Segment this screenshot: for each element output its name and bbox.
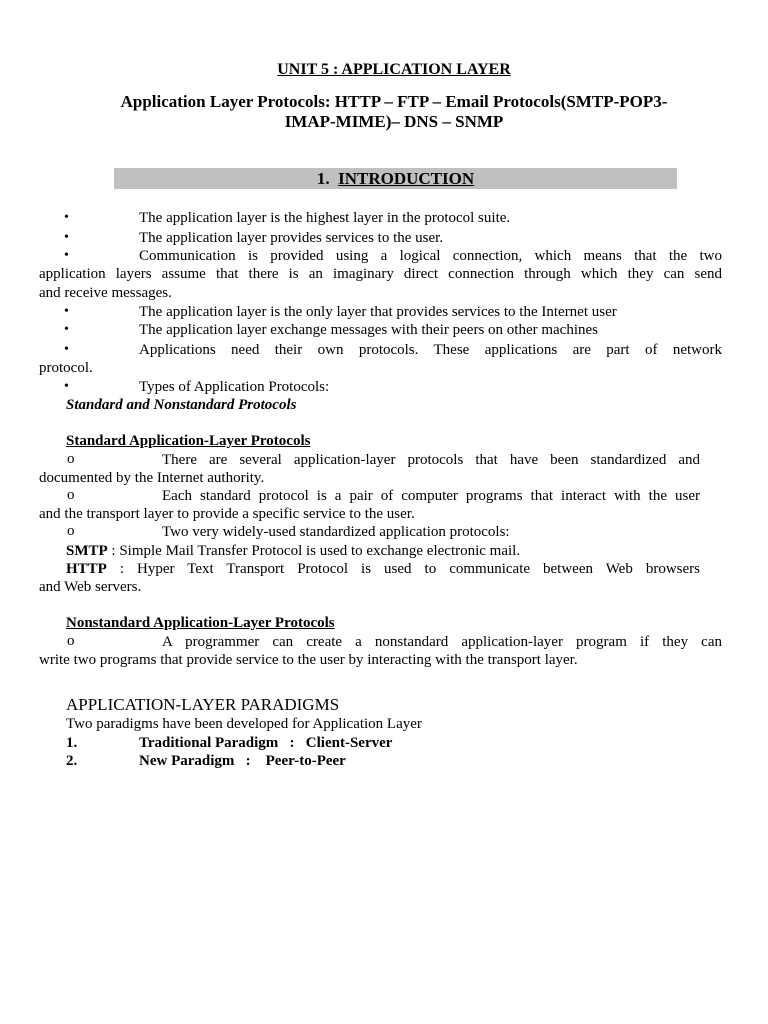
bullet-text-3-line-2: application layers assume that there is an imaginary direct connection through which they can send <box>39 266 722 282</box>
smtp-text: : Simple Mail Transfer Protocol is used to exchange electronic mail. <box>107 543 521 559</box>
http-line <box>66 560 700 578</box>
bullet-icon: • <box>64 379 69 394</box>
bullet-icon: • <box>64 230 69 245</box>
circle-bullet-icon: o <box>67 487 75 503</box>
paradigm-1-number: 1. <box>66 735 78 751</box>
circle-bullet-icon: o <box>67 451 75 467</box>
nonstandard-heading: Nonstandard Application-Layer Protocols <box>66 615 335 631</box>
bullet-text-2: The application layer provides services to the user. <box>139 230 444 246</box>
bullet-text-7: Types of Application Protocols: <box>139 379 330 395</box>
http-text: : Hyper Text Transport Protocol is used to communicate between Web browsers <box>106 561 700 577</box>
subtitle-line-2: IMAP-MIME)– DNS – SNMP <box>284 112 504 131</box>
standard-heading: Standard Application-Layer Protocols <box>66 433 311 449</box>
unit-title: UNIT 5 : APPLICATION LAYER <box>277 61 511 78</box>
intro-heading <box>114 168 677 189</box>
nonstandard-item-1-line-1: A programmer can create a nonstandard application-layer program if they can <box>162 634 722 650</box>
standard-item-3: Two very widely-used standardized application protocols: <box>162 524 510 540</box>
standard-item-1-line-1: There are several application-layer protocols that have been standardized and <box>162 452 700 468</box>
bullet-text-1: The application layer is the highest layer in the protocol suite. <box>139 210 511 226</box>
bullet-icon: • <box>64 342 69 357</box>
bullet-icon: • <box>64 322 69 337</box>
standard-item-1-line-2: documented by the Internet authority. <box>39 470 265 486</box>
bullet-text-3-line-3: and receive messages. <box>39 285 172 301</box>
paradigm-1-text: Traditional Paradigm : Client-Server <box>139 735 393 751</box>
standard-item-2-line-2: and the transport layer to provide a specific service to the user. <box>39 506 415 522</box>
paradigms-heading: APPLICATION-LAYER PARADIGMS <box>66 695 340 714</box>
http-line-2: and Web servers. <box>39 579 142 595</box>
circle-bullet-icon: o <box>67 523 75 539</box>
bullet-text-5: The application layer exchange messages with their peers on other machines <box>139 322 598 338</box>
bullet-text-3-line-1: Communication is provided using a logical connection, which means that the two <box>139 248 722 264</box>
paradigm-2-text: New Paradigm : Peer-to-Peer <box>139 753 346 769</box>
circle-bullet-icon: o <box>67 633 75 649</box>
types-italic: Standard and Nonstandard Protocols <box>66 397 297 413</box>
paradigm-2-number: 2. <box>66 753 78 769</box>
smtp-label: SMTP <box>66 543 108 559</box>
bullet-text-6-line-2: protocol. <box>39 360 93 376</box>
subtitle-line-1: Application Layer Protocols: HTTP – FTP – Email Protocols(SMTP-POP3- <box>120 92 668 111</box>
bullet-text-4: The application layer is the only layer that provides services to the Internet user <box>139 304 617 320</box>
nonstandard-item-1-line-2: write two programs that provide service to the user by interacting with the transport layer. <box>39 652 578 668</box>
bullet-icon: • <box>64 248 69 263</box>
bullet-icon: • <box>64 304 69 319</box>
bullet-icon: • <box>64 210 69 225</box>
smtp-line <box>66 542 520 560</box>
intro-heading-label: INTRODUCTION <box>338 169 475 188</box>
bullet-text-6-line-1: Applications need their own protocols. These applications are part of network <box>139 342 722 358</box>
http-label: HTTP <box>66 561 107 577</box>
standard-item-2-line-1: Each standard protocol is a pair of computer programs that interact with the user <box>162 488 700 504</box>
intro-number: 1. <box>316 169 330 188</box>
paradigms-intro: Two paradigms have been developed for Application Layer <box>66 716 422 732</box>
